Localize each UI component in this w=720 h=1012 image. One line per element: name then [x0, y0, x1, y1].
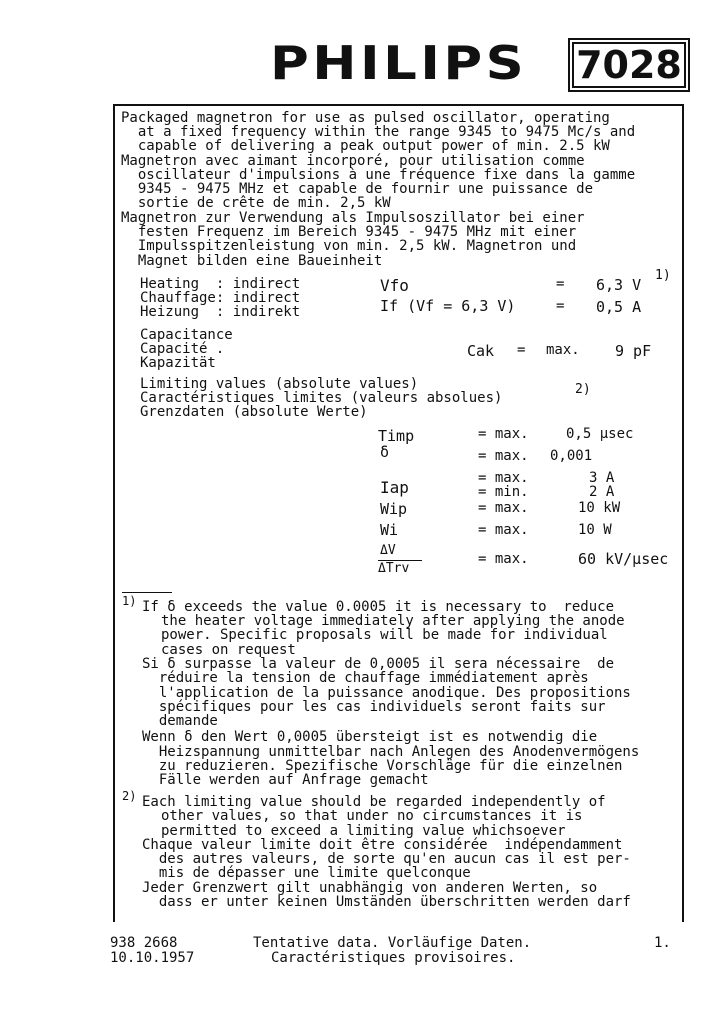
intro-de-3: Impulsspitzenleistung von min. 2,5 kW. Magnetron und [121, 238, 577, 254]
timp-symbol: Timp [378, 427, 415, 445]
fn1-fr-5: demande [142, 713, 218, 729]
limits-title-fr: Caractéristiques limites (valeurs absolues) [140, 390, 503, 406]
document-code: 938 2668 [110, 935, 178, 951]
capacitance-label-en: Capacitance [140, 327, 233, 343]
iap-min-value: 2 A [589, 484, 615, 500]
delta-symbol: δ [380, 443, 390, 461]
fn1-fr-1: Si δ surpasse la valeur de 0,0005 il sera nécessaire de [142, 656, 615, 672]
fn1-de-2: Heizspannung unmittelbar nach Anlegen des Anodenvermögens [142, 744, 640, 760]
intro-en-1: Packaged magnetron for use as pulsed oscillator, operating [121, 110, 610, 126]
fn2-en-1: Each limiting value should be regarded independently of [142, 794, 606, 810]
wip-value: 10 kW [578, 500, 621, 516]
intro-en-3: capable of delivering a peak output power of min. 2.5 kW [121, 138, 610, 154]
footer-tentative: Tentative data. Vorläufige Daten. [253, 935, 532, 951]
intro-fr-1: Magnetron avec aimant incorporé, pour utilisation comme [121, 153, 585, 169]
fn2-en-2: other values, so that under no circumstances it is [161, 808, 583, 824]
delta-value: 0,001 [550, 448, 593, 464]
footnote-separator [122, 592, 172, 593]
intro-fr-4: sortie de crête de min. 2,5 kW [121, 195, 391, 211]
delta-relation: = max. [478, 448, 529, 464]
intro-de-1: Magnetron zur Verwendung als Impulsoszillator bei einer [121, 210, 585, 226]
fn1-de-3: zu reduzieren. Spezifische Vorschläge für die einzelnen [142, 758, 623, 774]
vfo-symbol: Vfo [380, 276, 409, 295]
limits-footnote-mark: 2) [575, 382, 591, 397]
fn1-en-3: power. Specific proposals will be made for individual [161, 627, 608, 643]
intro-en-2: at a fixed frequency within the range 9345 to 9475 Mc/s and [121, 124, 636, 140]
vfo-equals: = [556, 276, 565, 292]
capacitance-label-de: Kapazität [140, 355, 216, 371]
fn2-fr-3: mis de dépasser une limite quelconque [142, 865, 471, 881]
fn1-de-4: Fälle werden auf Anfrage gemacht [142, 772, 429, 788]
fn2-fr-1: Chaque valeur limite doit être considérée indépendamment [142, 837, 623, 853]
limits-title-en: Limiting values (absolute values) [140, 376, 419, 392]
wip-relation: = max. [478, 500, 529, 516]
fn1-en-2: the heater voltage immediately after applying the anode [161, 613, 625, 629]
frac-denominator: ΔTrv [378, 561, 410, 576]
fn1-fr-3: l'application de la puissance anodique. Des propositions [142, 685, 631, 701]
iap-min-relation: = min. [478, 484, 529, 500]
footer-provisional: Caractéristiques provisoires. [271, 950, 516, 966]
wi-symbol: Wi [380, 521, 399, 539]
frac-numerator: ΔV [380, 543, 396, 558]
intro-de-2: festen Frequenz im Bereich 9345 - 9475 MHz mit einer [121, 224, 577, 240]
timp-value: 0,5 µsec [566, 426, 634, 442]
dvdt-relation: = max. [478, 551, 529, 567]
iap-max-relation: = max. [478, 470, 529, 486]
cak-qualifier: max. [546, 342, 580, 358]
wi-value: 10 W [578, 522, 612, 538]
cak-symbol: Cak [467, 342, 495, 360]
if-value: 0,5 A [596, 298, 642, 316]
iap-max-value: 3 A [589, 470, 615, 486]
heating-label-en: Heating : indirect [140, 276, 301, 292]
philips-logo: PHILIPS [270, 36, 528, 90]
fn1-en-1: If δ exceeds the value 0.0005 it is necessary to reduce [142, 599, 615, 615]
vfo-value: 6,3 V [596, 276, 642, 294]
timp-relation: = max. [478, 426, 529, 442]
limits-title-de: Grenzdaten (absolute Werte) [140, 404, 368, 420]
footnote-2-mark: 2) [122, 789, 137, 803]
footnote-1-mark: 1) [122, 594, 137, 608]
fn1-fr-4: spécifiques pour les cas individuels seront faits sur [142, 699, 606, 715]
fn1-fr-2: réduire la tension de chauffage immédiatement après [142, 670, 589, 686]
fn2-fr-2: des autres valeurs, de sorte qu'en aucun cas il est per- [142, 851, 631, 867]
type-number-box: 7028 [568, 38, 690, 92]
fn2-de-1: Jeder Grenzwert gilt unabhängig von anderen Werten, so [142, 880, 598, 896]
fn1-de-1: Wenn δ den Wert 0,0005 übersteigt ist es notwendig die [142, 729, 598, 745]
heating-label-de: Heizung : indirekt [140, 304, 301, 320]
fn2-en-3: permitted to exceed a limiting value whichsoever [161, 823, 566, 839]
document-date: 10.10.1957 [110, 950, 195, 966]
intro-de-4: Magnet bilden eine Baueinheit [121, 253, 383, 269]
wip-symbol: Wip [380, 500, 408, 518]
wi-relation: = max. [478, 522, 529, 538]
cak-equals: = [517, 342, 526, 358]
capacitance-label-fr: Capacité . [140, 341, 225, 357]
heating-label-fr: Chauffage: indirect [140, 290, 301, 306]
page-number: 1. [654, 935, 671, 951]
if-equals: = [556, 298, 565, 314]
intro-fr-3: 9345 - 9475 MHz et capable de fournir une puissance de [121, 181, 594, 197]
if-symbol: If (Vf = 6,3 V) [380, 297, 516, 315]
fn2-de-2: dass er unter keinen Umständen überschritten werden darf [142, 894, 631, 910]
intro-fr-2: oscillateur d'impulsions à une fréquence fixe dans la gamme [121, 167, 636, 183]
fn1-en-4: cases on request [161, 642, 296, 658]
dvdt-value: 60 kV/µsec [578, 550, 669, 568]
iap-symbol: Iap [380, 478, 409, 497]
vfo-footnote-mark: 1) [655, 268, 671, 283]
cak-value: 9 pF [615, 342, 652, 360]
